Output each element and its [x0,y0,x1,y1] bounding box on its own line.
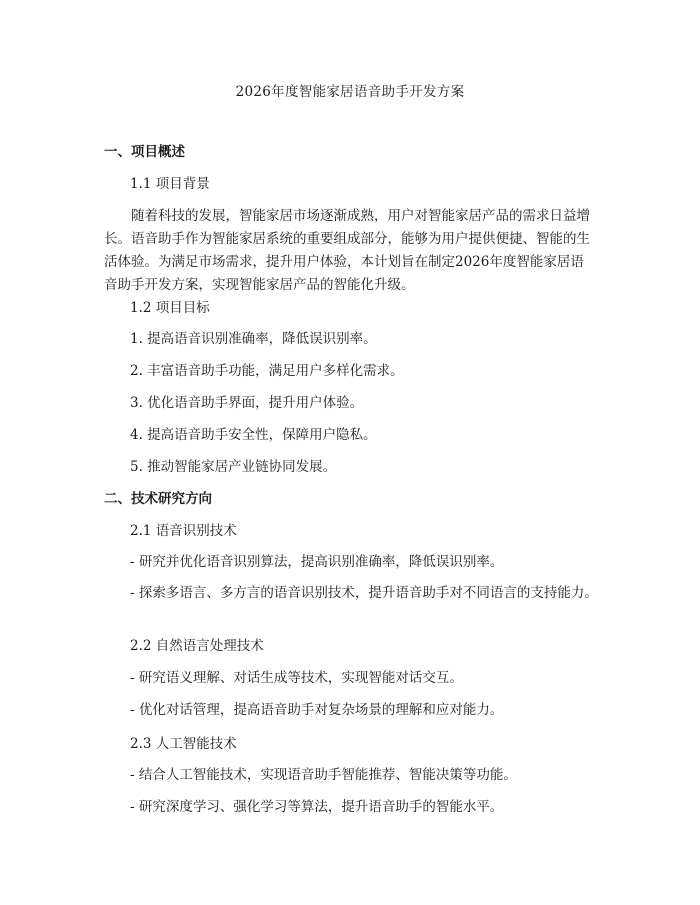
research-item: - 结合人工智能技术，实现语音助手智能推荐、智能决策等功能。 [130,767,517,783]
subsection-heading-speech-recognition: 2.1 语音识别技术 [130,523,237,539]
section-heading-research: 二、技术研究方向 [104,491,212,507]
research-item: - 研究并优化语音识别算法，提高识别准确率，降低误识别率。 [130,554,504,570]
subsection-heading-background: 1.1 项目背景 [130,176,210,192]
section-heading-overview: 一、项目概述 [104,144,185,160]
research-item: - 研究语义理解、对话生成等技术，实现智能对话交互。 [130,670,463,686]
subsection-heading-goals: 1.2 项目目标 [130,300,210,316]
research-item: - 探索多语言、多方言的语音识别技术，提升语音助手对不同语言的支持能力。 [130,585,598,601]
subsection-heading-ai: 2.3 人工智能技术 [130,736,237,752]
goal-item: 2. 丰富语音助手功能，满足用户多样化需求。 [130,363,404,379]
goal-item: 4. 提高语音助手安全性，保障用户隐私。 [130,427,377,443]
research-item: - 优化对话管理，提高语音助手对复杂场景的理解和应对能力。 [130,702,504,718]
goal-item: 5. 推动智能家居产业链协同发展。 [130,459,337,475]
background-paragraph: 随着科技的发展，智能家居市场逐渐成熟，用户对智能家居产品的需求日益增长。语音助手作为智能家居系统的重要组成部分，能够为用户提供便捷、智能的生活体验。为满足市场需求，提升用户体验，本计划旨在制定2026年度智能家居语音助手开发方案，实现智能家居产品的智能化升级。 [104,208,590,293]
research-item: - 研究深度学习、强化学习等算法，提升语音助手的智能水平。 [130,799,504,815]
subsection-heading-nlp: 2.2 自然语言处理技术 [130,638,264,654]
document-title: 2026年度智能家居语音助手开发方案 [235,84,465,100]
goal-item: 1. 提高语音识别准确率，降低误识别率。 [130,331,377,347]
goal-item: 3. 优化语音助手界面，提升用户体验。 [130,395,364,411]
